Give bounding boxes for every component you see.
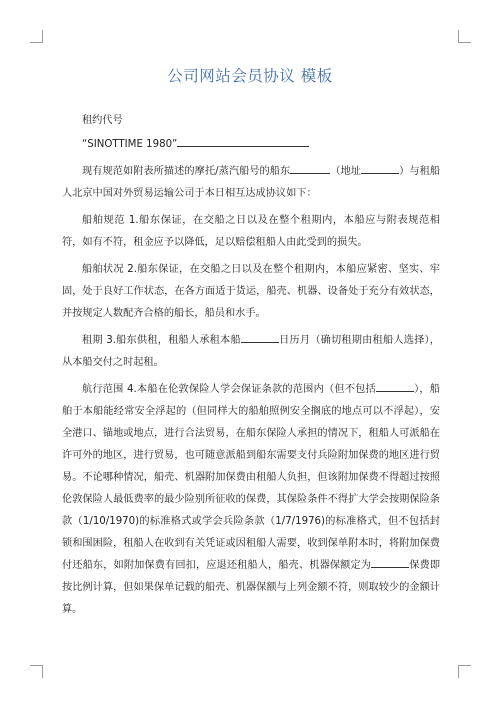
intro-text-a: 现有规范如附表所描述的摩托/蒸汽船号的船东: [82, 166, 291, 177]
contract-code-label: 租约代号: [82, 115, 123, 126]
clause-2: 船舶状况 2.船东保证，在交船之日以及在整个租期内，本船应紧密、坚实、牢固，处于良好工作状态，在各方面适于货运，船壳、机器、设备处于充分有效状态，并按规定人数配齐合格的船长，船员和水手。: [62, 264, 440, 319]
contract-code-value: “SINOTTIME 1980”: [82, 139, 178, 150]
intro-text-c: ）与租船人北京中国对外贸易运输公司于本日相互达成协议如下：: [62, 166, 441, 199]
clause-3: [62, 330, 440, 374]
blank-excluded-areas: [376, 380, 414, 392]
contract-code-line: [62, 134, 440, 156]
clause-1: 船舶规范 1.船东保证，在交船之日以及在整个租期内，本船应与附表规范相符，如有不符，租金应予以降低，足以赔偿租船人由此受到的损失。: [62, 215, 440, 248]
clause-4-text-a: 航行范围 4.本船在伦敦保险人学会保证条款的范围内（但不包括: [82, 384, 376, 395]
clause-3-text-b: 日历月（确切租期由租船人选择），从本船交付之时起租。: [62, 335, 440, 368]
intro-paragraph: [62, 161, 440, 205]
intro-text-b: （地址: [330, 166, 362, 177]
blank-address: [361, 162, 399, 174]
crop-mark-bottom-left: [30, 665, 43, 678]
blank-line: [177, 135, 309, 147]
crop-mark-top-right: [458, 30, 471, 43]
blank-months: [241, 331, 279, 343]
clause-4: [62, 379, 440, 621]
document-body: [62, 110, 440, 626]
blank-shipowner: [290, 162, 330, 174]
clause-4-text-c: 保费即按比例计算，但如果保单记载的船壳、机器保额与上列金额不符，则取较少的金额计算。: [62, 560, 441, 615]
page-title: 公司网站会员协议 模板: [167, 67, 333, 85]
crop-mark-bottom-right: [458, 665, 471, 678]
clause-4-text-b: ），船舶于本船能经常安全浮起的（但同样大的船舶照例安全搁底的地点可以不浮起），安全港口、锚地或地点，进行合法贸易，在船东保险人承担的情况下，租船人可派船在许可外的地区，进行贸易，也可随意派船到船东需要支付兵险附加保费的地区进行贸易。不论哪种情况，船壳、机器附加保费由租船人负担，但该附加保费不得超过按照伦敦保险人最低费率的最少险别所征收的保费，其保险条件不得扩大学会按期保险条款（1/10/1970)的标准格式或学会兵险条款（1/7/1976)的标准格式，但不包括封锁和围困险，租船人在收到有关凭证或因租船人需要，收到保单附本时，将附加保费付还船东，如附加保费有回扣，应退还租船人，船壳、机器保额定为: [62, 384, 440, 571]
blank-insured-amount: [371, 556, 409, 568]
crop-mark-top-left: [30, 30, 43, 43]
clause-3-text-a: 租期 3.船东供租，租船人承租本船: [82, 335, 241, 346]
